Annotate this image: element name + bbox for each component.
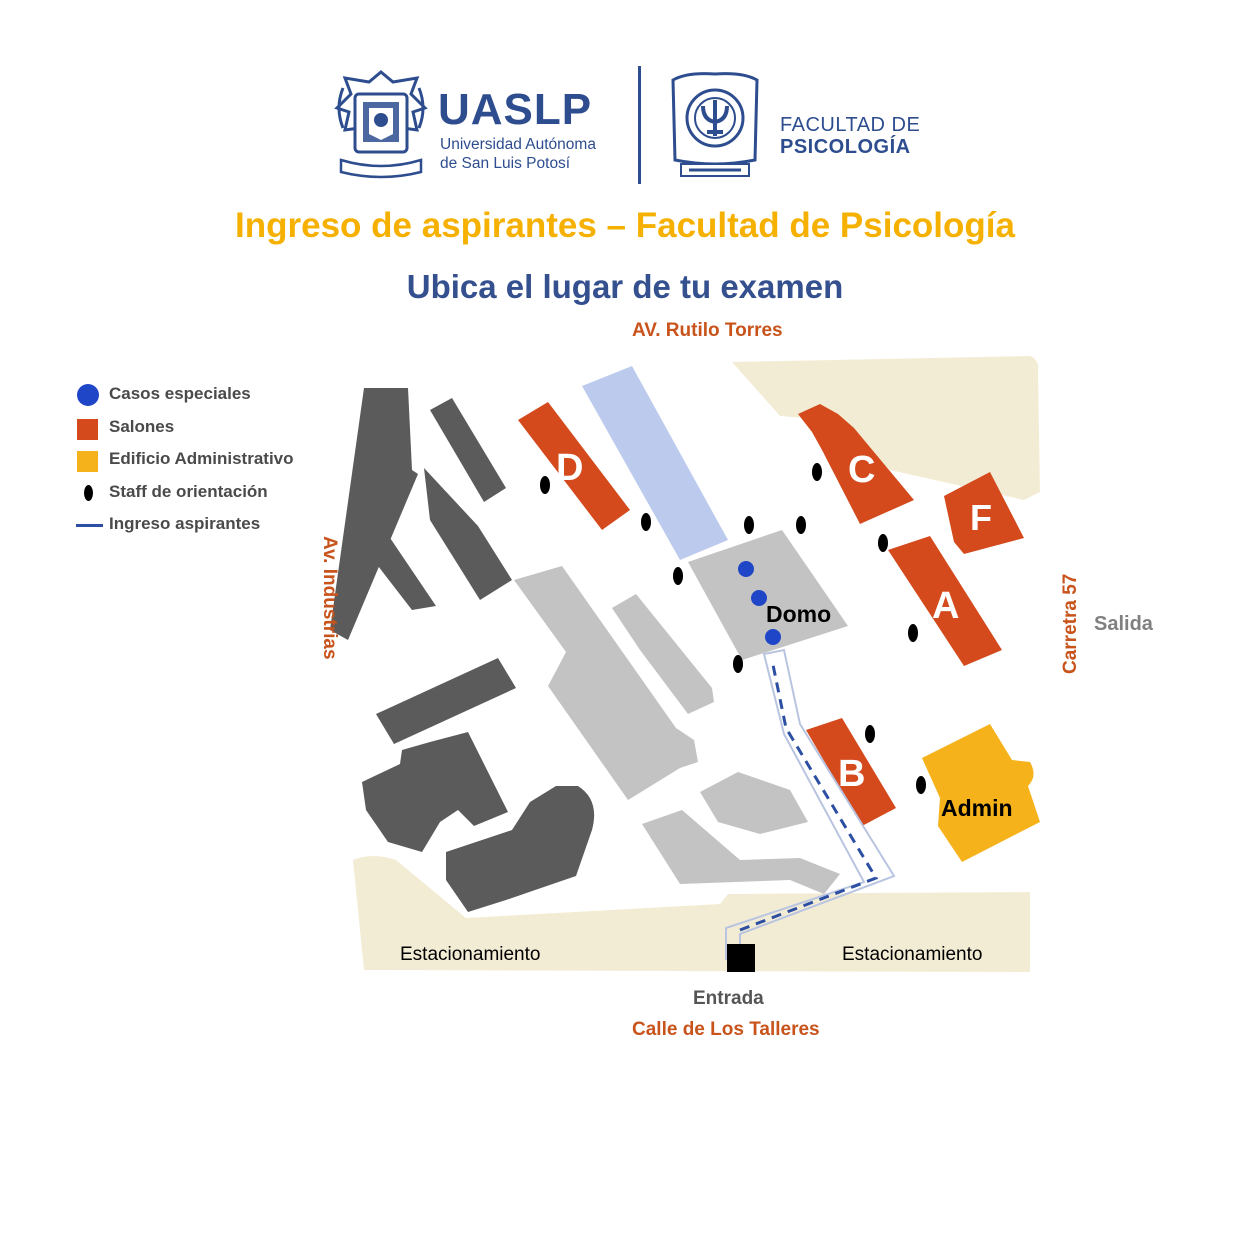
exit-label: Salida xyxy=(1094,613,1153,635)
street-south-label: Calle de Los Talleres xyxy=(632,1019,820,1040)
building-admin xyxy=(922,724,1040,862)
building-light-4 xyxy=(700,772,808,834)
staff-marker xyxy=(673,567,683,585)
entrance-marker xyxy=(727,944,755,972)
uaslp-fullname-line2: de San Luis Potosí xyxy=(440,154,571,172)
staff-marker xyxy=(865,725,875,743)
building-dark-6 xyxy=(362,732,508,852)
uaslp-fullname-line1: Universidad Autónoma xyxy=(440,136,596,153)
special-case-marker xyxy=(765,629,781,645)
building-a-label: A xyxy=(932,585,960,627)
staff-marker xyxy=(916,776,926,794)
page-title: Ingreso de aspirantes – Facultad de Psicología xyxy=(235,206,1015,245)
legend-label: Casos especiales xyxy=(109,384,251,403)
building-f-label: F xyxy=(970,497,992,538)
staff-marker xyxy=(641,513,651,531)
staff-marker xyxy=(540,476,550,494)
staff-marker xyxy=(908,624,918,642)
street-west-label: Av. Industrias xyxy=(319,536,340,660)
staff-marker xyxy=(733,655,743,673)
faculty-line1: FACULTAD DE xyxy=(780,114,921,136)
legend-label: Edificio Administrativo xyxy=(109,449,294,468)
street-east-label: Carretra 57 xyxy=(1060,573,1081,674)
building-c-label: C xyxy=(848,449,876,491)
building-b-label: B xyxy=(838,753,866,795)
building-blue xyxy=(582,366,728,560)
faculty-line2: PSICOLOGÍA xyxy=(780,136,911,158)
staff-marker xyxy=(744,516,754,534)
uaslp-name: UASLP xyxy=(438,85,593,134)
dome-label: Domo xyxy=(766,601,832,627)
building-dark-5 xyxy=(376,658,516,744)
special-case-marker xyxy=(738,561,754,577)
building-dark-3 xyxy=(430,398,506,502)
entrance-label: Entrada xyxy=(693,988,764,1009)
building-dark-1 xyxy=(330,388,418,640)
admin-label: Admin xyxy=(941,795,1013,821)
street-north-label: AV. Rutilo Torres xyxy=(632,320,783,341)
parking-left-label: Estacionamiento xyxy=(400,944,541,965)
staff-marker xyxy=(878,534,888,552)
page-subtitle: Ubica el lugar de tu examen xyxy=(406,268,844,305)
staff-marker xyxy=(812,463,822,481)
legend-label: Staff de orientación xyxy=(109,481,268,501)
special-case-marker xyxy=(751,590,767,606)
staff-marker xyxy=(796,516,806,534)
legend-label: Salones xyxy=(109,416,175,436)
legend-label: Ingreso aspirantes xyxy=(109,514,261,533)
building-d-label: D xyxy=(556,447,584,489)
parking-right-label: Estacionamiento xyxy=(842,944,983,965)
